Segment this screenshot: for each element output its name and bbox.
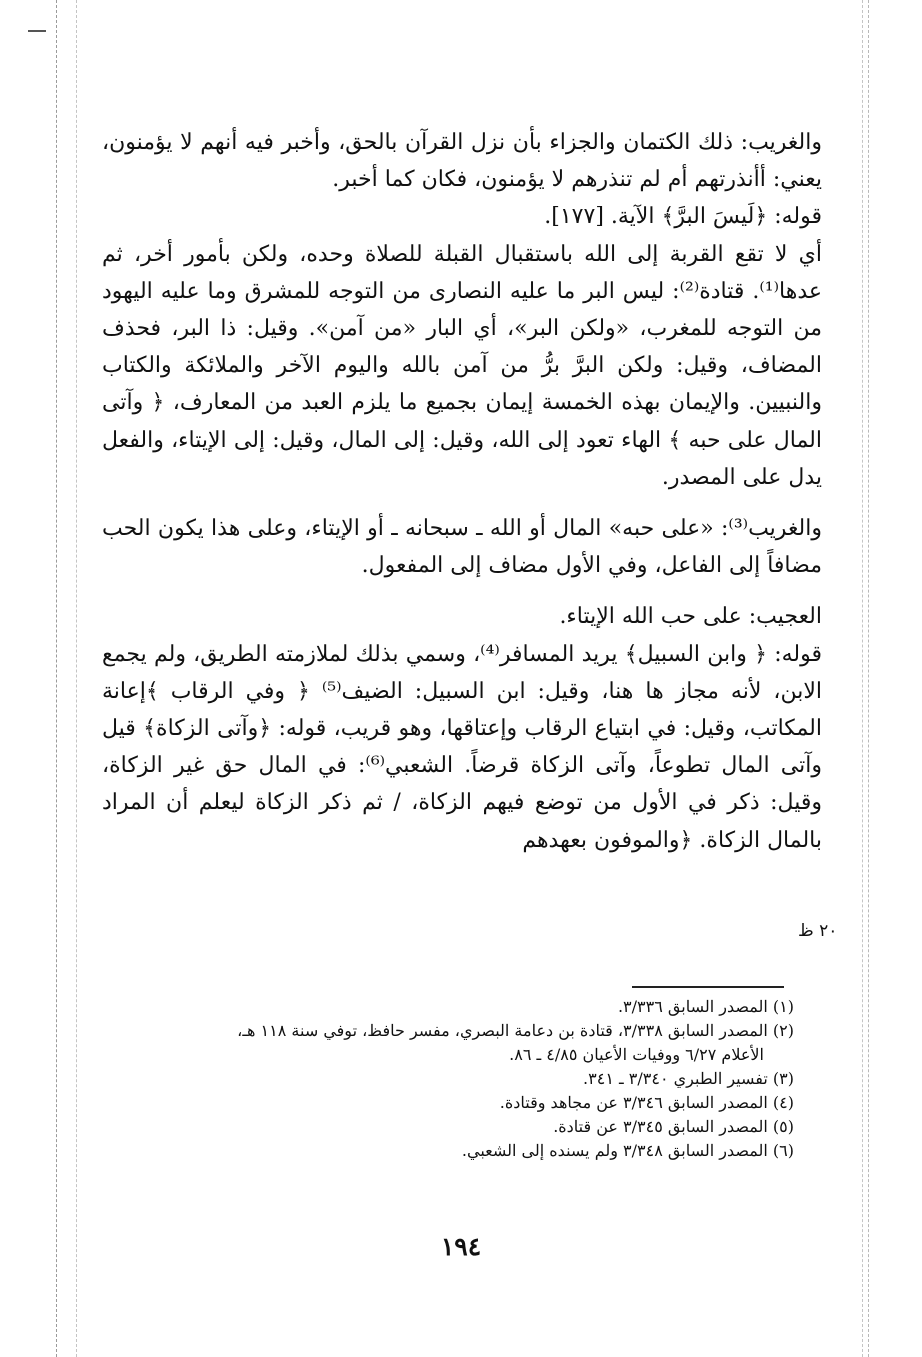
page-number: ١٩٤ xyxy=(440,1232,482,1261)
manuscript-folio-marker: ٢٠ ظ xyxy=(798,921,838,941)
footnote-4: (٤) المصدر السابق ٣/٣٤٦ عن مجاهد وقتادة. xyxy=(499,1093,794,1112)
scan-guide-line-right-inner xyxy=(862,0,863,1357)
footnote-3: (٣) تفسير الطبري ٣/٣٤٠ ـ ٣٤١. xyxy=(583,1069,794,1088)
footnote-6: (٦) المصدر السابق ٣/٣٤٨ ولم يسنده إلى الشعبي. xyxy=(461,1141,794,1160)
corner-crop-mark xyxy=(28,30,46,32)
scan-guide-line-right xyxy=(868,0,869,1357)
footnote-5: (٥) المصدر السابق ٣/٣٤٥ عن قتادة. xyxy=(553,1117,794,1136)
footnote-2-continuation: الأعلام ٦/٢٧ ووفيات الأعيان ٤/٨٥ ـ ٨٦. xyxy=(509,1045,764,1064)
footnotes-block xyxy=(104,995,794,1163)
main-text-block xyxy=(102,124,822,859)
paragraph-verse-177: قوله: ﴿لَيسَ البرَّ﴾ الآية. [١٧٧]. xyxy=(544,204,822,230)
footnote-1: (١) المصدر السابق ٣/٣٣٦. xyxy=(617,997,794,1016)
paragraph-ibn-sabil: قوله: ﴿ وابن السبيل﴾ يريد المسافر⁽⁴⁾، وسمي بذلك لملازمته الطريق، ولم يجمع الابن، لأنه مجاز ها هنا، وقيل: ابن السبيل: الضيف⁽⁵⁾ ﴿ وفي الرقاب ﴾إعانة المكاتب، وقيل: في ابتياع الرقاب وإعتاقها، وهو قريب، قوله: ﴿وآتى الزكاة﴾ قيل وآتى المال تطوعاً، وآتى الزكاة قرضاً. الشعبي⁽⁶⁾: في المال حق غير الزكاة، وقيل: ذكر في الأول من توضع فيهم الزكاة، / ثم ذكر الزكاة ليعلم أن المراد بالمال الزكاة. ﴿والموفون بعهدهم xyxy=(102,641,822,853)
paragraph-gharib-intro: والغريب: ذلك الكتمان والجزاء بأن نزل القرآن بالحق، وأخبر فيه أنهم لا يؤمنون، يعني: أأنذرتهم أم لم تنذرهم لا يؤمنون، فكان كما أخبر. xyxy=(102,130,822,193)
scan-guide-line-left xyxy=(56,0,57,1357)
scan-guide-line-left-inner xyxy=(76,0,77,1357)
footnote-2: (٢) المصدر السابق ٣/٣٣٨، قتادة بن دعامة البصري، مفسر حافظ، توفي سنة ١١٨ هـ، xyxy=(237,1021,794,1040)
paragraph-qurba-explanation: أي لا تقع القربة إلى الله باستقبال القبلة للصلاة وحده، ولكن بأمور أخر، ثم عدها⁽¹⁾. قتادة⁽²⁾: ليس البر ما عليه النصارى من التوجه للمشرق وما عليه اليهود من التوجه للمغرب، «ولكن البر»، أي البار «من آمن». وقيل: ذا البر، فحذف المضاف، وقيل: ولكن البرَّ برُّ من آمن بالله واليوم الآخر والملائكة والكتاب والنبيين. والإيمان بهذه الخمسة إيمان بجميع ما يلزم العبد من المعارف، ﴿ وآتى المال على حبه ﴾ الهاء تعود إلى الله، وقيل: إلى المال، وقيل: إلى الإيتاء، والفعل يدل على المصدر. xyxy=(102,241,822,490)
paragraph-ajib: العجيب: على حب الله الإيتاء. xyxy=(559,604,822,630)
paragraph-gharib-hubbihi: والغريب⁽³⁾: «على حبه» المال أو الله ـ سبحانه ـ أو الإيتاء، وعلى هذا يكون الحب مضافاً إلى الفاعل، وفي الأول مضاف إلى المفعول. xyxy=(102,516,822,579)
footnote-separator xyxy=(632,986,784,988)
